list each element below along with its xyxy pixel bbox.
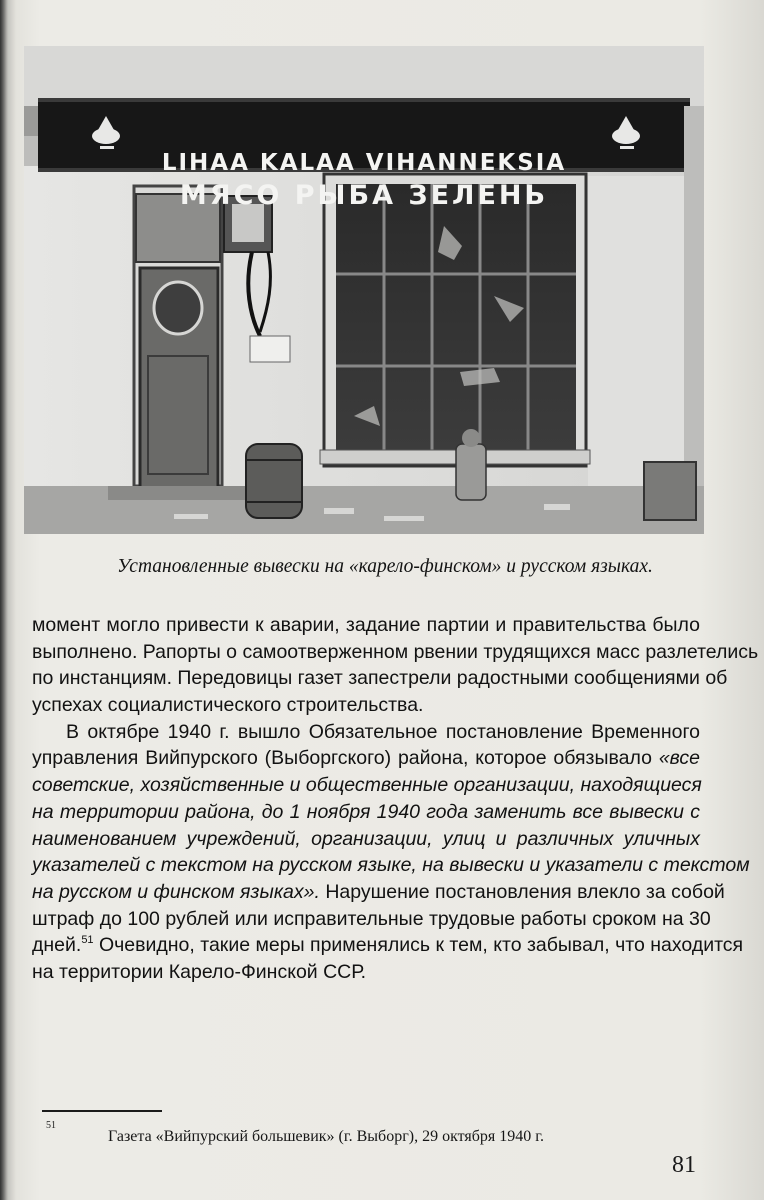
- footnote-number: 51: [46, 1120, 56, 1131]
- text-line: В октябре 1940 г. вышло Обязательное постановление Временного: [66, 720, 700, 743]
- text-line: по инстанциям. Передовицы газет запестрели радостными сообщениями об: [32, 667, 728, 690]
- shop-photograph: [24, 46, 704, 534]
- text-run: Нарушение постановления влекло за собой: [325, 880, 725, 903]
- footnote-reference[interactable]: 51: [81, 934, 94, 947]
- text-run: Очевидно, такие меры применялись к тем, кто забывал, что находится: [98, 934, 744, 957]
- text-line: выполнено. Рапорты о самоотверженном рвении трудящихся масс разлетелись: [32, 640, 759, 663]
- page-number: 81: [672, 1152, 696, 1178]
- text-line: [32, 745, 700, 772]
- text-line: момент могло привести к аварии, задание партии и правительства было: [32, 614, 700, 636]
- footnote-rule: [42, 1110, 162, 1112]
- quote-run: на русском и финском языках».: [32, 880, 320, 903]
- sign-text-russian: МЯСО РЫБА ЗЕЛЕНЬ: [179, 180, 549, 211]
- text-line: успехах социалистического строительства.: [32, 694, 424, 717]
- quote-line: наименованием учреждений, организации, улиц и различных уличных: [32, 827, 700, 850]
- quote-line: советские, хозяйственные и общественные организации, находящиеся: [32, 774, 702, 797]
- text-line: на территории Карело-Финской ССР.: [32, 960, 367, 983]
- text-line: [32, 932, 744, 959]
- text-line: [32, 879, 725, 906]
- text-line: штраф до 100 рублей или исправительные трудовые работы сроком на 30: [32, 907, 711, 930]
- sign-text-finnish: LIHAA KALAA VIHANNEKSIA: [161, 150, 567, 176]
- quote-line: на территории района, до 1 ноября 1940 года заменить все вывески с: [32, 800, 700, 823]
- body-text: [32, 612, 759, 986]
- shop-front-illustration: [24, 46, 704, 534]
- footnote-text: Газета «Вийпурский большевик» (г. Выборг), 29 октября 1940 г.: [108, 1128, 545, 1145]
- quote-run: «все: [658, 747, 701, 770]
- photo-caption: Установленные вывески на «карело-финском» и русском языках.: [117, 556, 653, 577]
- text-run: управления Вийпурского (Выборгского) района, которое обязывало: [32, 747, 652, 770]
- quote-line: указателей с текстом на русском языке, на вывески и указатели с текстом: [32, 854, 750, 877]
- text-run: дней.: [32, 934, 82, 957]
